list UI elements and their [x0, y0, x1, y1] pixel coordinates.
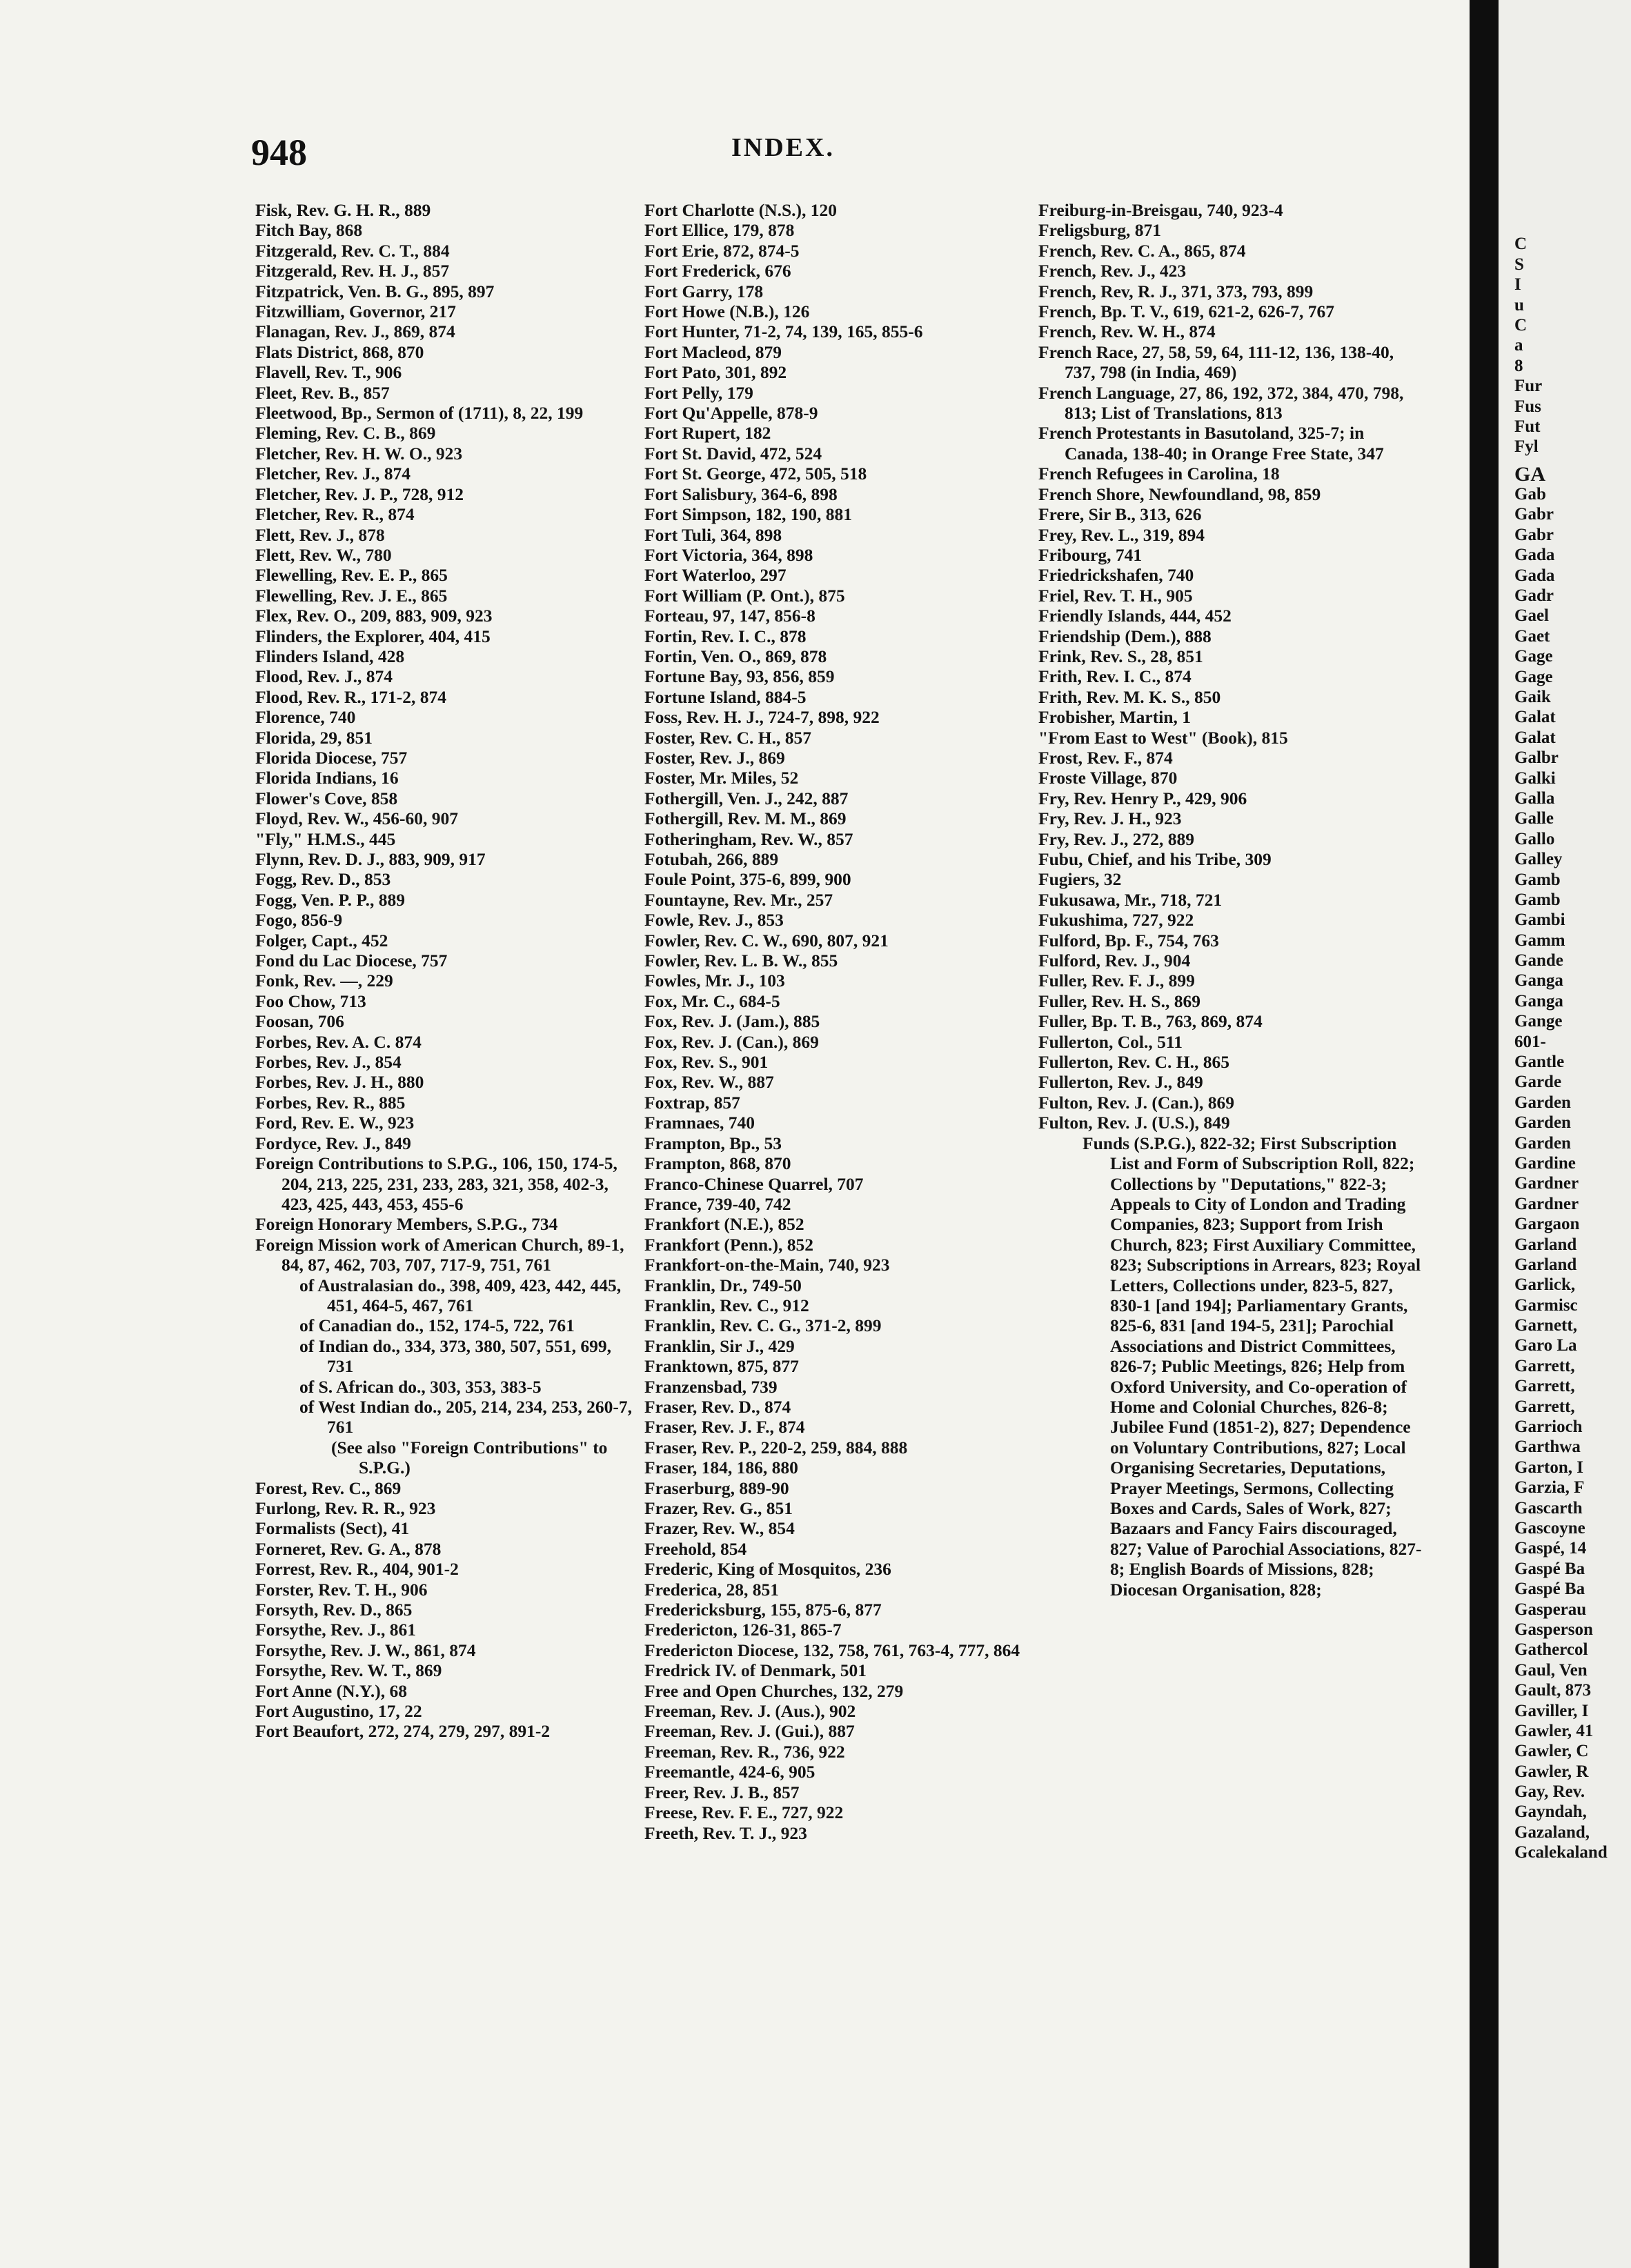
index-entry: Frampton, 868, 870 [644, 1153, 791, 1174]
facing-index-fragment: Galley [1514, 850, 1563, 869]
facing-index-fragment: Gange [1514, 1012, 1563, 1031]
index-entry: Fort Beaufort, 272, 274, 279, 297, 891-2 [255, 1721, 551, 1742]
index-entry: Forbes, Rev. A. C. 874 [255, 1031, 422, 1052]
facing-index-fragment: Gawler, 41 [1514, 1721, 1594, 1740]
index-entry: Fletcher, Rev. H. W. O., 923 [255, 443, 463, 464]
facing-index-fragment: Gasperau [1514, 1600, 1587, 1619]
facing-index-fragment: Garmisc [1514, 1295, 1578, 1315]
index-entry: Fleetwood, Bp., Sermon of (1711), 8, 22, 199 [255, 403, 584, 424]
facing-index-fragment: Garrett, [1514, 1397, 1575, 1416]
index-entry: French, Rev, R. J., 371, 373, 793, 899 [1038, 281, 1314, 301]
index-entry: Furlong, Rev. R. R., 923 [255, 1498, 436, 1518]
facing-index-fragment: Garde [1514, 1073, 1562, 1092]
index-entry: Fribourg, 741 [1038, 544, 1143, 565]
facing-index-fragment: Gaspé Ba [1514, 1559, 1585, 1578]
facing-index-fragment: Gay, Rev. [1514, 1782, 1585, 1802]
facing-index-fragment: u [1514, 295, 1524, 315]
index-entry: Fortin, Rev. I. C., 878 [644, 626, 807, 646]
index-entry: Fort St. David, 472, 524 [644, 443, 822, 464]
page-number: 948 [251, 132, 307, 173]
index-entry: Fraser, Rev. P., 220-2, 259, 884, 888 [644, 1437, 908, 1458]
index-entry: Fort Frederick, 676 [644, 261, 791, 281]
index-entry: Fox, Rev. J. (Can.), 869 [644, 1031, 819, 1052]
index-entry: Franzensbad, 739 [644, 1376, 778, 1397]
index-entry: Fullerton, Col., 511 [1038, 1031, 1183, 1052]
index-entry: Fort Simpson, 182, 190, 881 [644, 504, 853, 525]
index-entry: Formalists (Sect), 41 [255, 1518, 410, 1539]
index-entry: Flewelling, Rev. J. E., 865 [255, 585, 448, 606]
index-entry: Fond du Lac Diocese, 757 [255, 951, 448, 971]
index-entry: France, 739-40, 742 [644, 1193, 791, 1214]
index-entry: Fort Tuli, 364, 898 [644, 524, 782, 545]
index-entry: Freemantle, 424-6, 905 [644, 1762, 816, 1782]
index-entry: Fort St. George, 472, 505, 518 [644, 464, 867, 484]
index-entry: French Shore, Newfoundland, 98, 859 [1038, 484, 1321, 504]
index-entry: Frederica, 28, 851 [644, 1579, 779, 1600]
index-entry: Freeman, Rev. R., 736, 922 [644, 1741, 845, 1762]
index-entry: Fullerton, Rev. C. H., 865 [1038, 1052, 1229, 1073]
index-entry: Foreign Mission work of American Church, 89-1, 84, 87, 462, 703, 707, 717-9, 751, 761 [255, 1234, 624, 1275]
facing-index-fragment: Galat [1514, 728, 1556, 747]
facing-index-fragment: Gcalekaland [1514, 1843, 1608, 1862]
index-entry: Fordyce, Rev. J., 849 [255, 1133, 411, 1153]
facing-index-fragment: Gathercol [1514, 1640, 1588, 1660]
facing-index-fragment: Fyl [1514, 437, 1539, 457]
facing-index-fragment: Galla [1514, 788, 1555, 808]
index-entry: Fitch Bay, 868 [255, 220, 363, 241]
facing-index-fragment: Gantle [1514, 1053, 1565, 1072]
facing-index-fragment: Gardner [1514, 1194, 1579, 1213]
index-entry: Fulford, Bp. F., 754, 763 [1038, 930, 1219, 951]
index-entry: Fort Pelly, 179 [644, 382, 753, 403]
index-entry: of Indian do., 334, 373, 380, 507, 551, 699, 731 [299, 1335, 611, 1377]
index-entry: Fowle, Rev. J., 853 [644, 910, 784, 931]
index-entry: Forest, Rev. C., 869 [255, 1478, 402, 1498]
facing-index-fragment [1514, 214, 1631, 234]
index-entry: Fukushima, 727, 922 [1038, 910, 1194, 931]
index-entry: Foxtrap, 857 [644, 1092, 740, 1113]
facing-index-fragment: Gande [1514, 951, 1563, 971]
index-entry: Freeman, Rev. J. (Aus.), 902 [644, 1701, 856, 1722]
index-entry: French Race, 27, 58, 59, 64, 111-12, 136, 138-40, 737, 798 (in India, 469) [1038, 341, 1394, 383]
index-entry: Fort Ellice, 179, 878 [644, 220, 795, 241]
index-entry: Foreign Contributions to S.P.G., 106, 150, 174-5, 204, 213, 225, 231, 233, 283, 321, 358, 402-3, 423, 425, 443, 453, 455-6 [255, 1153, 617, 1214]
facing-index-fragment: Garthwa [1514, 1438, 1581, 1457]
facing-index-fragment: Gascoyne [1514, 1519, 1585, 1538]
index-entry: Froste Village, 870 [1038, 768, 1178, 788]
index-entry: Fortune Bay, 93, 856, 859 [644, 666, 835, 687]
facing-index-fragment: I [1514, 275, 1521, 295]
index-entry: Fletcher, Rev. J., 874 [255, 464, 411, 484]
index-entry: Funds (S.P.G.), 822-32; First Subscription List and Form of Subscription Roll, 822; Collections by "Deputations," 822-3; Appeals to City of London and Trading Companies, 823; Support from Irish Church, 823; First Auxiliary Committee, 823; Subscriptions in Arrears, 823; Royal Letters, Collections under, 823-5, 827, 830-1 [and 194]; Parliamentary Grants, 825-6, 831 [and 194-5, 231]; Parochial Associations and District Committees, 826-7; Public Meetings, 826; Help from Oxford University, and Co-operation of Home and Colonial Churches, 826-8; Jubilee Fund (1851-2), 827; Dependence on Voluntary Contributions, 827; Local Organising Secretaries, Deputations, Prayer Meetings, Sermons, Collecting Boxes and Cards, Sales of Work, 827; Bazaars and Fancy Fairs discouraged, 827; Value of Parochial Associations, 827-8; English Boards of Missions, 828; Diocesan Organisation, 828; [1083, 1133, 1422, 1600]
index-entry: Fotubah, 266, 889 [644, 849, 779, 869]
index-entry: Forbes, Rev. J. H., 880 [255, 1072, 424, 1093]
facing-index-fragment: Ganga [1514, 971, 1563, 991]
facing-index-fragment: Garzia, F [1514, 1478, 1585, 1498]
index-entry: Foreign Honorary Members, S.P.G., 734 [255, 1214, 558, 1235]
index-entry: Folger, Capt., 452 [255, 930, 388, 951]
index-entry: Fulton, Rev. J. (U.S.), 849 [1038, 1113, 1230, 1133]
index-entry: Forneret, Rev. G. A., 878 [255, 1538, 442, 1559]
facing-index-fragment: Garton, I [1514, 1458, 1583, 1477]
facing-index-fragment: Gawler, R [1514, 1762, 1589, 1781]
index-entry: Fredericton, 126-31, 865-7 [644, 1620, 842, 1640]
index-entry: Fry, Rev. J. H., 923 [1038, 808, 1182, 829]
index-entry: Frith, Rev. I. C., 874 [1038, 666, 1192, 687]
facing-index-fragment: Garrett, [1514, 1356, 1575, 1375]
facing-index-fragment: Fur [1514, 377, 1543, 396]
index-entry: Fugiers, 32 [1038, 869, 1122, 890]
index-entry: Flavell, Rev. T., 906 [255, 362, 402, 383]
index-entry: Flanagan, Rev. J., 869, 874 [255, 321, 455, 342]
facing-index-fragment: Garland [1514, 1255, 1577, 1274]
index-entry: Flewelling, Rev. E. P., 865 [255, 565, 448, 586]
index-entry: Fogo, 856-9 [255, 910, 343, 931]
index-entry: Fulton, Rev. J. (Can.), 869 [1038, 1092, 1235, 1113]
index-entry: Franktown, 875, 877 [644, 1356, 799, 1377]
index-entry: Fox, Rev. W., 887 [644, 1072, 774, 1093]
index-entry: Freehold, 854 [644, 1538, 747, 1559]
index-entry: Flex, Rev. O., 209, 883, 909, 923 [255, 606, 493, 626]
book-gutter [1470, 0, 1499, 2268]
index-entry: Frink, Rev. S., 28, 851 [1038, 646, 1203, 666]
index-entry: (See also "Foreign Contributions" to S.P.G.) [331, 1437, 608, 1478]
index-entry: Free and Open Churches, 132, 279 [644, 1680, 904, 1701]
index-entry: Fort Waterloo, 297 [644, 565, 787, 586]
facing-index-fragment: Gabr [1514, 525, 1554, 544]
facing-index-fragment: C [1514, 235, 1528, 254]
index-entry: Forster, Rev. T. H., 906 [255, 1579, 428, 1600]
index-entry: Floyd, Rev. W., 456-60, 907 [255, 808, 458, 829]
facing-index-fragment: Fut [1514, 417, 1541, 436]
index-entry: Fitzgerald, Rev. H. J., 857 [255, 261, 450, 281]
index-entry: Flett, Rev. W., 780 [255, 544, 392, 565]
index-entry: Fort Qu'Appelle, 878-9 [644, 403, 818, 424]
index-entry: Frey, Rev. L., 319, 894 [1038, 524, 1205, 545]
index-entry: French, Rev. W. H., 874 [1038, 321, 1216, 342]
index-entry: Flinders, the Explorer, 404, 415 [255, 626, 491, 646]
index-entry: Fullerton, Rev. J., 849 [1038, 1072, 1203, 1093]
index-entry: Fuller, Bp. T. B., 763, 869, 874 [1038, 1011, 1263, 1032]
index-entry: Fogg, Rev. D., 853 [255, 869, 391, 890]
index-entry: of Canadian do., 152, 174-5, 722, 761 [299, 1315, 575, 1336]
index-entry: Fubu, Chief, and his Tribe, 309 [1038, 849, 1272, 869]
index-entry: Forbes, Rev. J., 854 [255, 1052, 402, 1073]
index-entry: Fox, Rev. J. (Jam.), 885 [644, 1011, 820, 1032]
index-column-4-cropped [1514, 214, 1631, 1863]
index-entry: Foss, Rev. H. J., 724-7, 898, 922 [644, 707, 880, 728]
facing-index-fragment: Gardine [1514, 1153, 1576, 1173]
index-entry: Fuller, Rev. H. S., 869 [1038, 991, 1200, 1011]
index-entry: French Language, 27, 86, 192, 372, 384, 470, 798, 813; List of Translations, 813 [1038, 382, 1404, 424]
index-entry: Fountayne, Rev. Mr., 257 [644, 889, 833, 910]
index-entry: Fletcher, Rev. R., 874 [255, 504, 415, 525]
facing-index-fragment: Gawler, C [1514, 1742, 1589, 1761]
facing-index-fragment: Gault, 873 [1514, 1681, 1592, 1700]
index-entry: Freiburg-in-Breisgau, 740, 923-4 [1038, 200, 1283, 220]
index-entry: Friendship (Dem.), 888 [1038, 626, 1212, 646]
facing-index-fragment: Gada [1514, 546, 1555, 565]
index-entry: Fort Macleod, 879 [644, 341, 782, 362]
facing-index-fragment: Gaspé, 14 [1514, 1539, 1587, 1558]
index-entry: Franklin, Rev. C., 912 [644, 1295, 809, 1315]
index-entry: Fraserburg, 889-90 [644, 1478, 789, 1498]
facing-index-fragment: Gamm [1514, 931, 1565, 950]
facing-index-fragment: Garrioch [1514, 1418, 1583, 1437]
index-entry: Fry, Rev. J., 272, 889 [1038, 828, 1194, 849]
facing-index-fragment: Gaspé Ba [1514, 1580, 1585, 1599]
index-column-2 [644, 200, 1031, 1843]
index-entry: Fredericksburg, 155, 875-6, 877 [644, 1600, 882, 1620]
index-entry: Fukusawa, Mr., 718, 721 [1038, 889, 1223, 910]
facing-index-fragment: a [1514, 336, 1523, 355]
index-entry: Friedrickshafen, 740 [1038, 565, 1194, 586]
index-entry: Fort William (P. Ont.), 875 [644, 585, 845, 606]
index-entry: Florida Diocese, 757 [255, 747, 408, 768]
index-entry: Freeman, Rev. J. (Gui.), 887 [644, 1721, 855, 1742]
index-entry: Fothergill, Ven. J., 242, 887 [644, 788, 849, 808]
index-entry: Fothergill, Rev. M. M., 869 [644, 808, 847, 829]
index-entry: Fleet, Rev. B., 857 [255, 382, 390, 403]
index-entry: Flower's Cove, 858 [255, 788, 398, 808]
index-entry: Fonk, Rev. —, 229 [255, 971, 393, 991]
index-entry: Franklin, Rev. C. G., 371-2, 899 [644, 1315, 882, 1336]
index-entry: French Protestants in Basutoland, 325-7; in Canada, 138-40; in Orange Free State, 347 [1038, 423, 1384, 464]
index-entry: Forrest, Rev. R., 404, 901-2 [255, 1559, 459, 1580]
facing-index-fragment: Gage [1514, 667, 1553, 686]
index-entry: of Australasian do., 398, 409, 423, 442, 445, 451, 464-5, 467, 761 [299, 1275, 622, 1315]
index-entry: Fowles, Mr. J., 103 [644, 971, 785, 991]
facing-index-fragment: Gallo [1514, 829, 1555, 848]
index-entry: Fowler, Rev. L. B. W., 855 [644, 951, 838, 971]
facing-index-fragment: Gaviller, I [1514, 1701, 1589, 1720]
facing-index-fragment: Gadr [1514, 586, 1554, 606]
index-entry: Forsyth, Rev. D., 865 [255, 1600, 413, 1620]
index-entry: French Refugees in Carolina, 18 [1038, 464, 1280, 484]
index-entry: French, Rev. C. A., 865, 874 [1038, 240, 1246, 261]
index-entry: Forbes, Rev. R., 885 [255, 1092, 406, 1113]
facing-index-fragment: Galat [1514, 708, 1556, 727]
index-entry: Fulford, Rev. J., 904 [1038, 951, 1191, 971]
index-entry: Florida Indians, 16 [255, 768, 399, 788]
facing-index-fragment: Gabr [1514, 505, 1554, 524]
facing-index-fragment: Gaet [1514, 626, 1550, 646]
index-entry: Fort Rupert, 182 [644, 423, 771, 444]
index-entry: Foster, Mr. Miles, 52 [644, 768, 799, 788]
index-entry: Fort Howe (N.B.), 126 [644, 301, 810, 322]
index-entry: Florida, 29, 851 [255, 727, 373, 748]
facing-index-fragment: Garo La [1514, 1336, 1577, 1355]
index-entry: Fotheringham, Rev. W., 857 [644, 828, 853, 849]
index-entry: Foosan, 706 [255, 1011, 344, 1032]
facing-index-fragment: Gardner [1514, 1174, 1579, 1193]
facing-index-fragment: Gamb [1514, 890, 1561, 909]
facing-index-fragment: Garnett, [1514, 1316, 1577, 1335]
facing-index-fragment: Gaul, Ven [1514, 1660, 1588, 1680]
index-column-3 [1038, 200, 1422, 1600]
facing-index-fragment: Fus [1514, 397, 1541, 416]
index-entry: Flood, Rev. R., 171-2, 874 [255, 686, 446, 707]
index-entry: Fowler, Rev. C. W., 690, 807, 921 [644, 930, 889, 951]
index-entry: Fitzwilliam, Governor, 217 [255, 301, 456, 322]
index-entry: Frost, Rev. F., 874 [1038, 747, 1173, 768]
index-entry: Fuller, Rev. F. J., 899 [1038, 971, 1195, 991]
facing-index-fragment: Gage [1514, 647, 1553, 666]
facing-index-fragment: Galbr [1514, 748, 1559, 768]
index-entry: Frederic, King of Mosquitos, 236 [644, 1559, 891, 1580]
index-entry: Friel, Rev. T. H., 905 [1038, 585, 1193, 606]
running-head: INDEX. [731, 133, 835, 162]
facing-index-fragment: Gamb [1514, 870, 1561, 889]
index-entry: Frankfort (Penn.), 852 [644, 1234, 814, 1255]
index-entry: Fraser, 184, 186, 880 [644, 1458, 798, 1478]
index-entry: Fox, Rev. S., 901 [644, 1052, 769, 1073]
index-entry: Fort Hunter, 71-2, 74, 139, 165, 855-6 [644, 321, 923, 342]
facing-index-fragment: Garden [1514, 1093, 1571, 1112]
facing-index-fragment: Galle [1514, 809, 1554, 828]
facing-index-fragment: Gaik [1514, 687, 1551, 706]
facing-index-fragment: Garden [1514, 1113, 1571, 1133]
index-entry: Fredrick IV. of Denmark, 501 [644, 1660, 867, 1681]
index-entry: Frazer, Rev. W., 854 [644, 1518, 795, 1539]
index-entry: Flynn, Rev. D. J., 883, 909, 917 [255, 849, 486, 869]
index-entry: Flood, Rev. J., 874 [255, 666, 393, 687]
facing-page-edge [1499, 0, 1631, 2268]
index-entry: French, Bp. T. V., 619, 621-2, 626-7, 767 [1038, 301, 1335, 322]
index-entry: Frazer, Rev. G., 851 [644, 1498, 793, 1518]
index-entry: Fortune Island, 884-5 [644, 686, 807, 707]
index-entry: Fredericton Diocese, 132, 758, 761, 763-4, 777, 864 [644, 1640, 1020, 1660]
index-entry: Franklin, Dr., 749-50 [644, 1275, 802, 1295]
index-entry: Freese, Rev. F. E., 727, 922 [644, 1802, 844, 1823]
index-entry: Forsythe, Rev. J. W., 861, 874 [255, 1640, 476, 1660]
facing-index-fragment: Gayndah, [1514, 1802, 1587, 1822]
facing-index-fragment: Garlick, [1514, 1275, 1576, 1295]
index-entry: of S. African do., 303, 353, 383-5 [299, 1376, 542, 1397]
facing-index-fragment: 8 [1514, 356, 1523, 375]
index-entry: Foster, Rev. C. H., 857 [644, 727, 811, 748]
facing-index-fragment: Gambi [1514, 911, 1565, 930]
index-entry: Fort Garry, 178 [644, 281, 764, 301]
index-entry: Fort Charlotte (N.S.), 120 [644, 200, 838, 220]
index-entry: Fort Anne (N.Y.), 68 [255, 1680, 408, 1701]
index-entry: Flats District, 868, 870 [255, 341, 424, 362]
index-entry: Foster, Rev. J., 869 [644, 747, 785, 768]
index-entry: Florence, 740 [255, 707, 356, 728]
index-entry: Frobisher, Martin, 1 [1038, 707, 1191, 728]
index-entry: Fraser, Rev. D., 874 [644, 1396, 791, 1417]
facing-index-fragment: 601- [1514, 1032, 1546, 1051]
index-entry: Freeth, Rev. T. J., 923 [644, 1822, 807, 1843]
facing-index-fragment: Gargaon [1514, 1215, 1580, 1234]
index-entry: Frankfort (N.E.), 852 [644, 1214, 804, 1235]
index-entry: Fitzgerald, Rev. C. T., 884 [255, 240, 450, 261]
index-column-1 [255, 200, 642, 1742]
index-entry: Flinders Island, 428 [255, 646, 405, 666]
facing-index-fragment: Gab [1514, 485, 1546, 504]
index-entry: Fisk, Rev. G. H. R., 889 [255, 200, 431, 220]
index-entry: Fitzpatrick, Ven. B. G., 895, 897 [255, 281, 495, 301]
facing-index-fragment: Ganga [1514, 991, 1563, 1011]
index-entry: Fort Pato, 301, 892 [644, 362, 787, 383]
index-entry: "From East to West" (Book), 815 [1038, 727, 1288, 748]
index-entry: Franco-Chinese Quarrel, 707 [644, 1173, 864, 1194]
index-entry: Ford, Rev. E. W., 923 [255, 1113, 415, 1133]
facing-index-fragment: S [1514, 255, 1524, 274]
index-entry: Friendly Islands, 444, 452 [1038, 606, 1232, 626]
index-entry: Freer, Rev. J. B., 857 [644, 1782, 800, 1802]
index-entry: Fleming, Rev. C. B., 869 [255, 423, 436, 444]
index-entry: Foule Point, 375-6, 899, 900 [644, 869, 851, 890]
facing-index-fragment: Gasperson [1514, 1620, 1593, 1639]
facing-index-fragment: Garden [1514, 1133, 1571, 1153]
index-entry: Forsythe, Rev. J., 861 [255, 1620, 417, 1640]
index-entry: Foo Chow, 713 [255, 991, 366, 1011]
index-entry: Frere, Sir B., 313, 626 [1038, 504, 1202, 525]
facing-index-fragment: Gascarth [1514, 1498, 1583, 1518]
index-entry: Fox, Mr. C., 684-5 [644, 991, 780, 1011]
facing-index-fragment: Galki [1514, 768, 1556, 788]
index-entry: Forsythe, Rev. W. T., 869 [255, 1660, 442, 1681]
facing-index-fragment: Gael [1514, 606, 1549, 626]
index-entry: Franklin, Sir J., 429 [644, 1335, 795, 1356]
facing-index-fragment: Garrett, [1514, 1377, 1575, 1396]
index-entry: Frampton, Bp., 53 [644, 1133, 782, 1153]
index-entry: Flett, Rev. J., 878 [255, 524, 385, 545]
index-entry: Frankfort-on-the-Main, 740, 923 [644, 1255, 890, 1275]
index-entry: Fort Salisbury, 364-6, 898 [644, 484, 838, 504]
index-entry: Fort Augustino, 17, 22 [255, 1701, 422, 1722]
index-entry: Fletcher, Rev. J. P., 728, 912 [255, 484, 464, 504]
index-entry: Frith, Rev. M. K. S., 850 [1038, 686, 1221, 707]
facing-index-fragment: Gada [1514, 566, 1555, 585]
index-entry: Fogg, Ven. P. P., 889 [255, 889, 406, 910]
index-entry: of West Indian do., 205, 214, 234, 253, 260-7, 761 [299, 1396, 632, 1438]
index-entry: Framnaes, 740 [644, 1113, 755, 1133]
facing-index-fragment: Gazaland, [1514, 1822, 1590, 1842]
index-entry: Fry, Rev. Henry P., 429, 906 [1038, 788, 1247, 808]
index-entry: Fraser, Rev. J. F., 874 [644, 1417, 805, 1438]
facing-index-fragment: C [1514, 315, 1528, 335]
index-entry: Fort Victoria, 364, 898 [644, 544, 813, 565]
index-entry: Forteau, 97, 147, 856-8 [644, 606, 816, 626]
index-entry: Fort Erie, 872, 874-5 [644, 240, 800, 261]
facing-index-fragment: GA [1514, 462, 1545, 486]
index-entry: "Fly," H.M.S., 445 [255, 828, 396, 849]
index-entry: French, Rev. J., 423 [1038, 261, 1187, 281]
facing-index-fragment: Garland [1514, 1235, 1577, 1254]
index-entry: Freligsburg, 871 [1038, 220, 1162, 241]
index-entry: Fortin, Ven. O., 869, 878 [644, 646, 827, 666]
